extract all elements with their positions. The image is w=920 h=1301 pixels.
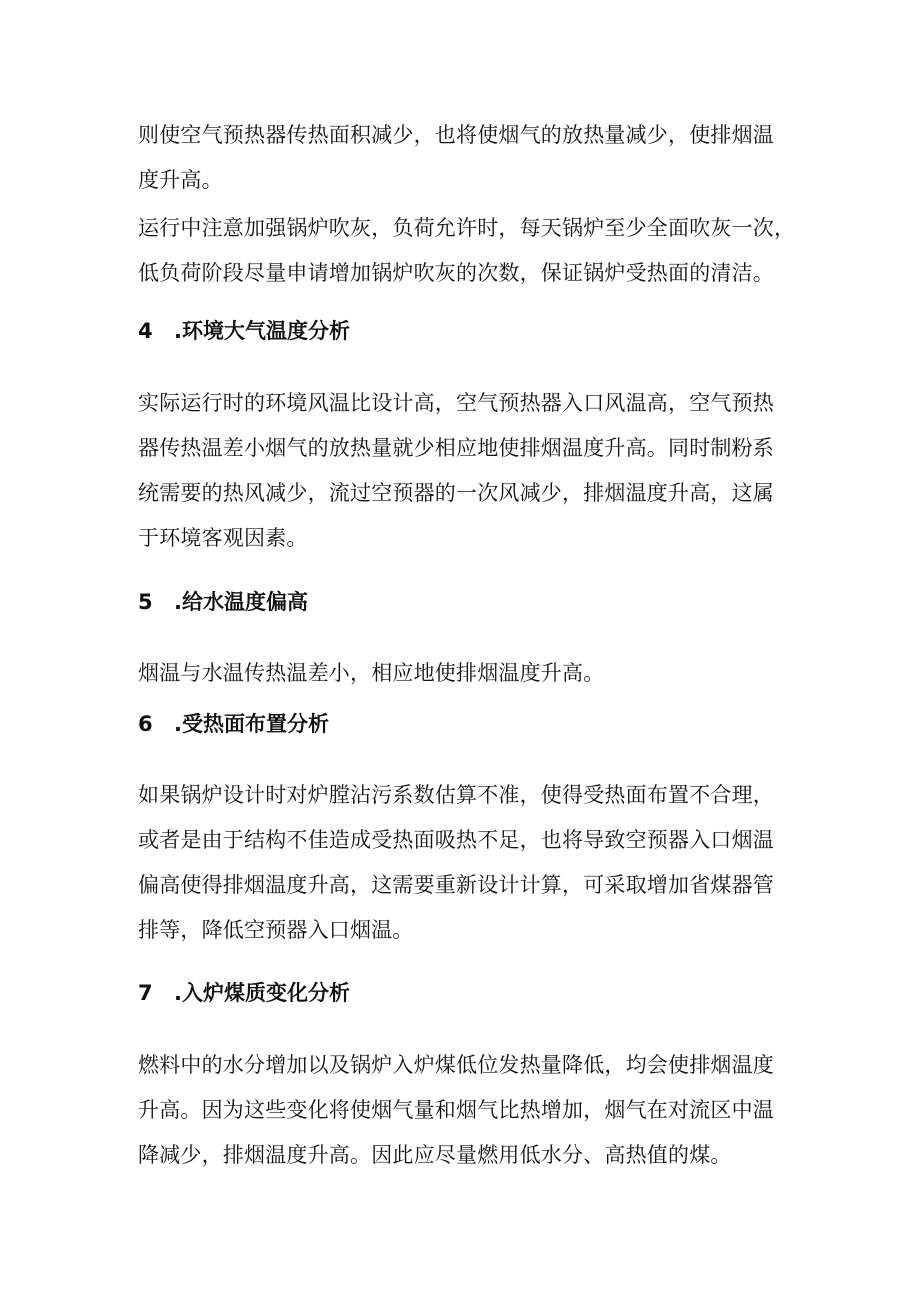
text-line: 实际运行时的环境风温比设计高，空气预热器入口风温高，空气预热 (138, 391, 774, 415)
text-line: 烟温与水温传热温差小，相应地使排烟温度升高。 (138, 661, 605, 685)
text-line: 低负荷阶段尽量申请增加锅炉吹灰的次数，保证锅炉受热面的清洁。 (138, 261, 774, 285)
text-line: 则使空气预热器传热面积减少，也将使烟气的放热量减少，使排烟温 (138, 123, 774, 147)
text-line: 或者是由于结构不佳造成受热面吸热不足，也将导致空预器入口烟温 (138, 828, 774, 852)
text-line: 统需要的热风减少，流过空预器的一次风减少，排烟温度升高，这属 (138, 481, 774, 505)
section-title: .给水温度偏高 (174, 590, 308, 614)
paragraph-ambient-temperature (138, 381, 798, 561)
text-line: 于环境客观因素。 (138, 526, 308, 550)
paragraph-soot-blowing (138, 206, 798, 296)
text-line: 如果锅炉设计时对炉膛沾污系数估算不准，使得受热面布置不合理， (138, 783, 774, 807)
section-title: .入炉煤质变化分析 (174, 981, 350, 1005)
text-line: 运行中注意加强锅炉吹灰，负荷允许时，每天锅炉至少全面吹灰一次， (138, 216, 796, 240)
section-number: 4 (138, 319, 153, 343)
text-line: 降减少，排烟温度升高。因此应尽量燃用低水分、高热值的煤。 (138, 1143, 732, 1167)
text-line: 排等，降低空预器入口烟温。 (138, 918, 414, 942)
section-heading-6 (138, 709, 329, 739)
section-number: 6 (138, 712, 153, 736)
text-line: 升高。因为这些变化将使烟气量和烟气比热增加，烟气在对流区中温 (138, 1098, 774, 1122)
paragraph-coal-quality (138, 1043, 798, 1178)
paragraph-heating-surface (138, 773, 798, 953)
section-heading-7 (138, 978, 350, 1008)
section-title: .环境大气温度分析 (174, 319, 350, 343)
text-line: 燃料中的水分增加以及锅炉入炉煤低位发热量降低，均会使排烟温度 (138, 1053, 774, 1077)
paragraph-feedwater-temperature (138, 651, 798, 696)
section-heading-5 (138, 587, 308, 617)
text-line: 度升高。 (138, 168, 223, 192)
paragraph-preheater-area (138, 113, 798, 203)
section-number: 7 (138, 981, 153, 1005)
section-number: 5 (138, 590, 153, 614)
section-heading-4 (138, 316, 350, 346)
text-line: 偏高使得排烟温度升高，这需要重新设计计算，可采取增加省煤器管 (138, 873, 774, 897)
text-line: 器传热温差小烟气的放热量就少相应地使排烟温度升高。同时制粉系 (138, 436, 774, 460)
section-title: .受热面布置分析 (174, 712, 329, 736)
